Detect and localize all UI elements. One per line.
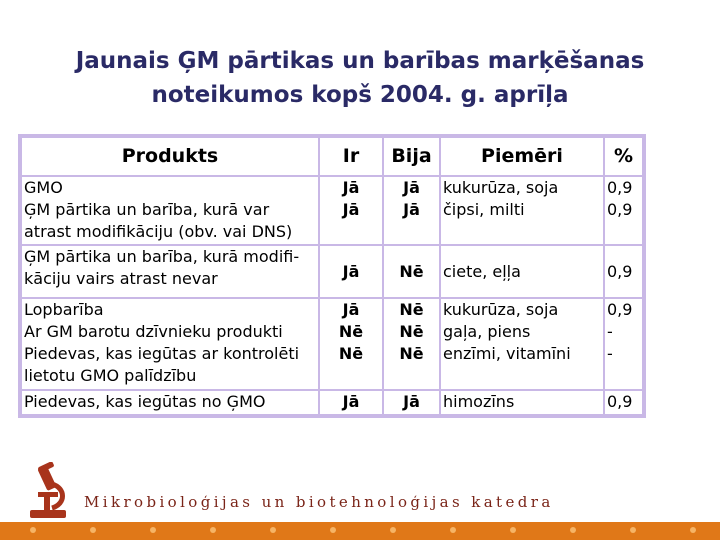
slide-title: [0, 44, 720, 112]
header-ir: Ir: [320, 138, 384, 177]
bija-value: Jā: [403, 177, 420, 197]
product-name: ĢM pārtika un barība, kurā var atrast modifikāciju (obv. vai DNS): [24, 199, 293, 241]
percent-cell: [605, 246, 642, 299]
products-cell: [22, 177, 320, 247]
table-row: [22, 246, 642, 299]
department-name: Mikrobioloģijas un biotehnoloģijas katedra: [84, 493, 554, 511]
product-name: ĢM pārtika un barība, kurā modifi-kāciju vairs atrast nevar: [24, 247, 300, 289]
header-examples: Piemēri: [441, 138, 605, 177]
decorative-dot: [270, 527, 276, 533]
ir-cell: [320, 246, 384, 299]
products-cell: [22, 246, 320, 299]
example-value: kukurūza, soja: [443, 300, 559, 320]
product-name: Lopbarība: [24, 300, 104, 320]
bija-value: Nē: [399, 344, 424, 364]
bija-cell: [384, 391, 441, 414]
bija-cell: [384, 177, 441, 247]
percent-value: -: [607, 322, 613, 342]
ir-cell: [320, 299, 384, 391]
ir-value: Jā: [342, 177, 360, 197]
products-cell: [22, 391, 320, 414]
percent-value: 0,9: [607, 199, 633, 219]
bija-value: Nē: [399, 300, 424, 320]
percent-value: 0,9: [607, 177, 633, 197]
ir-value: Jā: [342, 261, 360, 281]
decorative-dot: [450, 527, 456, 533]
header-percent: %: [605, 138, 642, 177]
decorative-dot: [150, 527, 156, 533]
percent-cell: [605, 299, 642, 391]
decorative-dot: [510, 527, 516, 533]
table-grid: [22, 138, 642, 414]
ir-cell: [320, 391, 384, 414]
bija-value: Nē: [399, 261, 424, 281]
product-name: Piedevas, kas iegūtas no ĢMO: [24, 392, 266, 412]
header-bija: Bija: [384, 138, 441, 177]
examples-cell: [441, 246, 605, 299]
examples-cell: [441, 391, 605, 414]
decorative-dot: [30, 527, 36, 533]
percent-value: 0,9: [607, 261, 633, 281]
title-line-1: Jaunais ĢM pārtikas un barības marķēšanas: [75, 48, 645, 74]
decorative-dot: [330, 527, 336, 533]
products-cell: [22, 299, 320, 391]
product-name: GMO: [24, 177, 63, 197]
footer-band: [0, 522, 720, 540]
percent-value: -: [607, 344, 613, 364]
labeling-rules-table: [18, 134, 646, 418]
bija-cell: [384, 246, 441, 299]
examples-cell: [441, 177, 605, 247]
ir-value: Nē: [338, 344, 364, 364]
table-row: [22, 177, 642, 247]
ir-value: Jā: [342, 199, 360, 219]
example-value: kukurūza, soja: [443, 177, 559, 197]
example-value: čipsi, milti: [443, 199, 525, 219]
example-value: himozīns: [443, 392, 515, 412]
bija-value: Jā: [403, 199, 420, 219]
ir-value: Jā: [342, 392, 360, 412]
product-name: Ar GM barotu dzīvnieku produkti: [24, 322, 283, 342]
percent-value: 0,9: [607, 300, 633, 320]
decorative-dot: [390, 527, 396, 533]
percent-value: 0,9: [607, 392, 633, 412]
table-row: [22, 299, 642, 391]
header-products: Produkts: [22, 138, 320, 177]
title-line-2: noteikumos kopš 2004. g. aprīļa: [151, 82, 569, 108]
bija-value: Jā: [403, 392, 420, 412]
microscope-icon: [22, 462, 76, 520]
ir-cell: [320, 177, 384, 247]
ir-value: Jā: [342, 300, 360, 320]
examples-cell: [441, 299, 605, 391]
product-name: Piedevas, kas iegūtas ar kontrolēti lietotu GMO palīdzību: [24, 344, 300, 386]
decorative-dot: [630, 527, 636, 533]
bija-cell: [384, 299, 441, 391]
example-value: ciete, eļļa: [443, 261, 521, 281]
ir-value: Nē: [338, 322, 364, 342]
table-row: [22, 391, 642, 414]
decorative-dot: [90, 527, 96, 533]
example-value: gaļa, piens: [443, 322, 531, 342]
bija-value: Nē: [399, 322, 424, 342]
decorative-dot: [210, 527, 216, 533]
decorative-dot: [690, 527, 696, 533]
percent-cell: [605, 391, 642, 414]
header-row: [22, 138, 642, 177]
example-value: enzīmi, vitamīni: [443, 344, 571, 364]
percent-cell: [605, 177, 642, 247]
decorative-dot: [570, 527, 576, 533]
